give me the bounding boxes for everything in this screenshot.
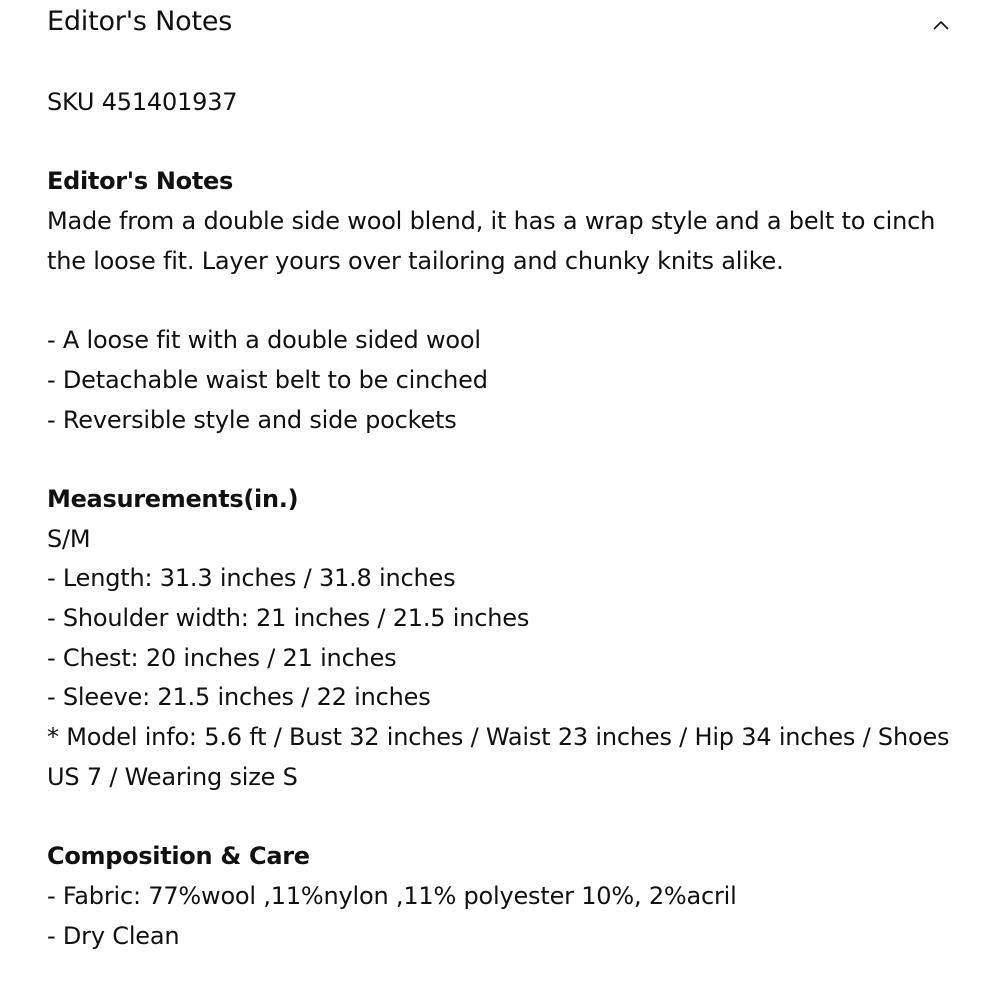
spacer — [47, 440, 952, 480]
measurement-item: - Length: 31.3 inches / 31.8 inches — [47, 564, 456, 593]
composition-item: - Fabric: 77%wool ,11%nylon ,11% polyester 10%, 2%acril — [47, 881, 737, 910]
measurement-item: - Sleeve: 21.5 inches / 22 inches — [47, 683, 431, 712]
chevron-up-icon[interactable] — [933, 20, 949, 30]
measurements-heading: Measurements(in.) — [47, 484, 299, 513]
accordion-title: Editor's Notes — [47, 6, 233, 37]
editors-notes-accordion-toggle[interactable] — [47, 0, 959, 52]
feature-item: - A loose fit with a double sided wool — [47, 326, 481, 355]
measurements-sizes: S/M — [47, 524, 91, 553]
feature-item: - Reversible style and side pockets — [47, 405, 457, 434]
spacer — [47, 281, 952, 321]
composition-heading: Composition & Care — [47, 842, 310, 871]
editors-notes-description: Made from a double side wool blend, it has a wrap style and a belt to cinch the loose fit. Layer yours over tailoring and chunky knits alike. — [47, 207, 936, 275]
feature-item: - Detachable waist belt to be cinched — [47, 365, 488, 394]
composition-item: - Dry Clean — [47, 921, 180, 950]
sku-text: SKU 451401937 — [47, 88, 238, 116]
model-info: * Model info: 5.6 ft / Bust 32 inches / Waist 23 inches / Hip 34 inches / Shoes US 7 / Wearing size S — [47, 723, 950, 791]
measurement-item: - Chest: 20 inches / 21 inches — [47, 643, 397, 672]
editors-notes-heading: Editor's Notes — [47, 167, 233, 196]
measurement-item: - Shoulder width: 21 inches / 21.5 inches — [47, 603, 530, 632]
spacer — [47, 123, 952, 163]
spacer — [47, 797, 952, 837]
accordion-content — [47, 83, 952, 956]
